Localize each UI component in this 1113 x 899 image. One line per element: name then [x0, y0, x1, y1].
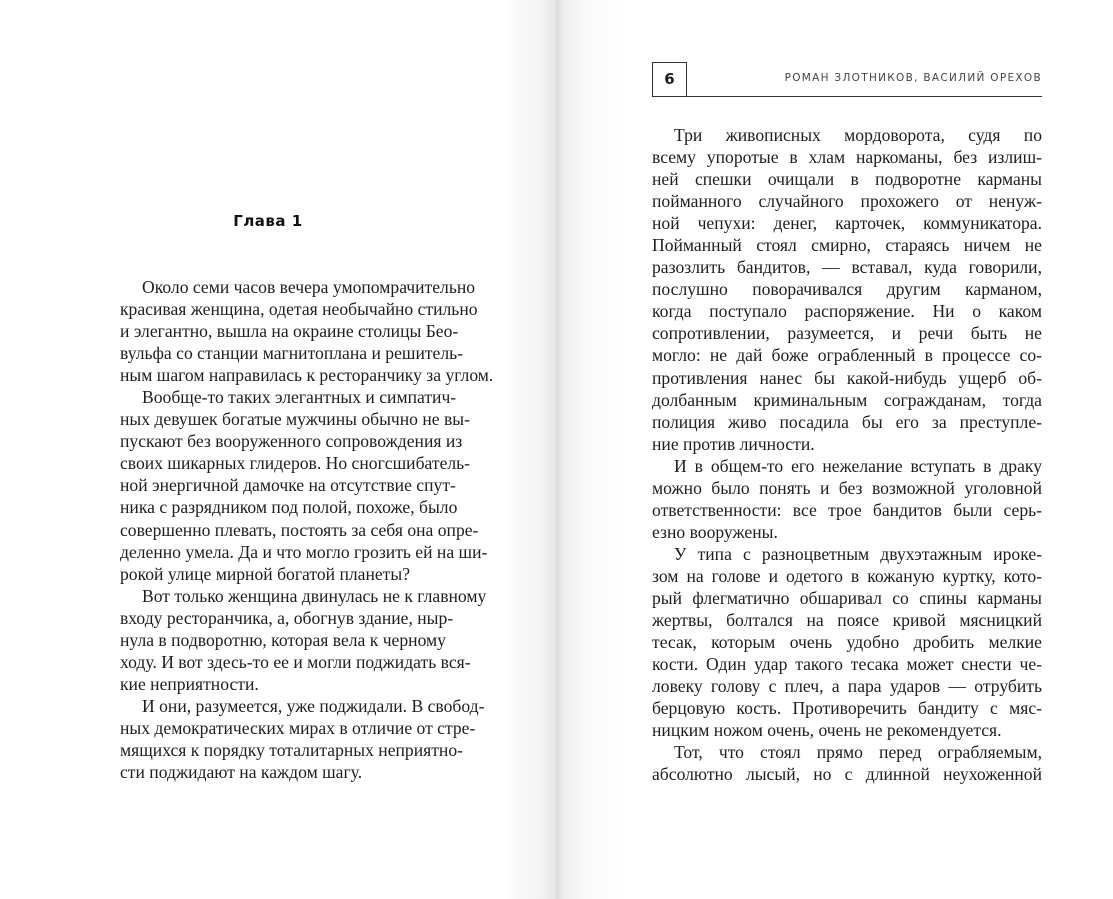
text-line: кие неприятности.	[120, 673, 259, 694]
text-line: ных демократических мирах в отличие от стре-	[120, 717, 476, 738]
chapter-title: Глава 1	[233, 212, 303, 230]
text-line: совершенно плевать, постоять за себя она опре-	[120, 519, 479, 540]
text-line: рый флегматично обшаривал со спины карманы	[652, 587, 1042, 608]
text-line: рокой улице мирной богатой планеты?	[120, 563, 411, 584]
text-line: ным шагом направилась к ресторанчику за углом.	[120, 365, 494, 386]
text-line: когда поступало распоряжение. Ни о каком	[652, 301, 1042, 322]
text-line: тесак, которым очень удобно дробить мелкие	[652, 632, 1042, 653]
text-line: ней спешки очищали в подворотне карманы	[652, 169, 1042, 190]
running-header-author: РОМАН ЗЛОТНИКОВ, ВАСИЛИЙ ОРЕХОВ	[784, 72, 1042, 84]
text-line: красивая женщина, одетая необычайно стильно	[120, 299, 478, 320]
text-line: вульфа со станции магнитоплана и решитель-	[120, 343, 464, 364]
text-line: Три живописных мордоворота, судя по	[674, 125, 1042, 145]
text-line: могло: не дай боже ограбленный в процессе со-	[652, 345, 1042, 366]
text-line: полиция живо посадила бы его за преступле-	[652, 411, 1042, 432]
text-line: и элегантно, вышла на окраине столицы Бео-	[120, 321, 459, 342]
left-body-text	[120, 276, 494, 783]
text-line: ходу. И вот здесь-то ее и могли поджидать вся-	[120, 651, 471, 672]
paragraph	[120, 585, 487, 695]
text-line: можно было понять и без возможной уголовной	[652, 477, 1042, 498]
text-line: И в общем-то его нежелание вступать в драку	[674, 455, 1042, 476]
text-line: ника с разрядником под полой, похоже, было	[120, 497, 458, 518]
paragraph	[652, 124, 1042, 455]
paragraph	[120, 276, 494, 386]
paragraph	[120, 386, 488, 584]
text-line: послушно поворачивался другим карманом,	[652, 279, 1042, 300]
text-line: нула в подворотню, которая вела к черному	[120, 629, 446, 650]
running-header	[652, 62, 1042, 97]
text-line: ной чепухи: денег, карточек, коммуникатора.	[652, 213, 1042, 234]
text-line: жертвы, болтался на поясе кривой мясницкий	[652, 610, 1042, 631]
text-line: зом на голове и одетого в кожаную куртку, кото-	[652, 565, 1042, 586]
left-page	[0, 0, 556, 899]
text-line: И они, разумеется, уже поджидали. В свобод-	[142, 695, 485, 716]
text-line: абсолютно лысый, но с длинной неухоженной	[652, 764, 1042, 785]
text-line: сти поджидают на каждом шагу.	[120, 762, 363, 783]
text-line: ответственности: все трое бандитов были серь-	[652, 499, 1042, 520]
text-line: ние против личности.	[652, 433, 815, 454]
text-line: ловеку голову с плеч, а пара ударов — отрубить	[652, 676, 1042, 697]
text-line: ных девушек богатые мужчины обычно не вы-	[120, 409, 470, 430]
paragraph	[120, 695, 485, 783]
text-line: пускают без вооруженного сопровождения из	[120, 431, 463, 452]
text-line: У типа с разноцветным двухэтажным ироке-	[674, 543, 1042, 564]
text-line: берцовую кость. Противоречить бандиту с мяс-	[652, 698, 1042, 719]
text-line: езно вооружены.	[652, 521, 778, 542]
text-line: Около семи часов вечера умопомрачительно	[142, 277, 476, 297]
text-line: противления нанес бы какой-нибудь ущерб об-	[652, 367, 1042, 388]
page-number: 6	[652, 62, 687, 96]
text-line: сопротивлении, разумеется, и речи быть не	[652, 323, 1042, 344]
text-line: ной энергичной дамочке на отсутствие спут-	[120, 475, 456, 496]
paragraph	[652, 741, 1042, 785]
text-line: кости. Один удар такого тесака может снести че-	[652, 654, 1042, 675]
text-line: Пойманный стоял смирно, стараясь ничем не	[652, 235, 1042, 256]
text-line: пойманного случайного прохожего от ненуж-	[652, 191, 1042, 212]
text-line: Вот только женщина двинулась не к главному	[142, 585, 487, 606]
text-line: своих шикарных глидеров. Но сногсшибатель-	[120, 453, 471, 474]
text-line: долбанным криминальным согражданам, тогда	[652, 389, 1042, 410]
text-line: мящихся к порядку тоталитарных неприятно-	[120, 739, 464, 760]
right-page	[556, 0, 1113, 899]
text-line: деленно умела. Да и что могло грозить ей на ши-	[120, 541, 488, 562]
text-line: ницким ножом очень, очень не рекомендуется.	[652, 720, 1002, 741]
paragraph	[652, 455, 1042, 543]
text-line: Тот, что стоял прямо перед ограбляемым,	[674, 742, 1042, 763]
right-body-text	[652, 124, 1042, 785]
text-line: Вообще-то таких элегантных и симпатич-	[142, 387, 457, 408]
text-line: входу ресторанчика, а, обогнув здание, ныр-	[120, 607, 454, 628]
paragraph	[652, 543, 1042, 741]
text-line: всему упоротые в хлам наркоманы, без излиш-	[652, 147, 1042, 168]
text-line: разозлить бандитов, — вставал, куда говорили,	[652, 257, 1042, 278]
